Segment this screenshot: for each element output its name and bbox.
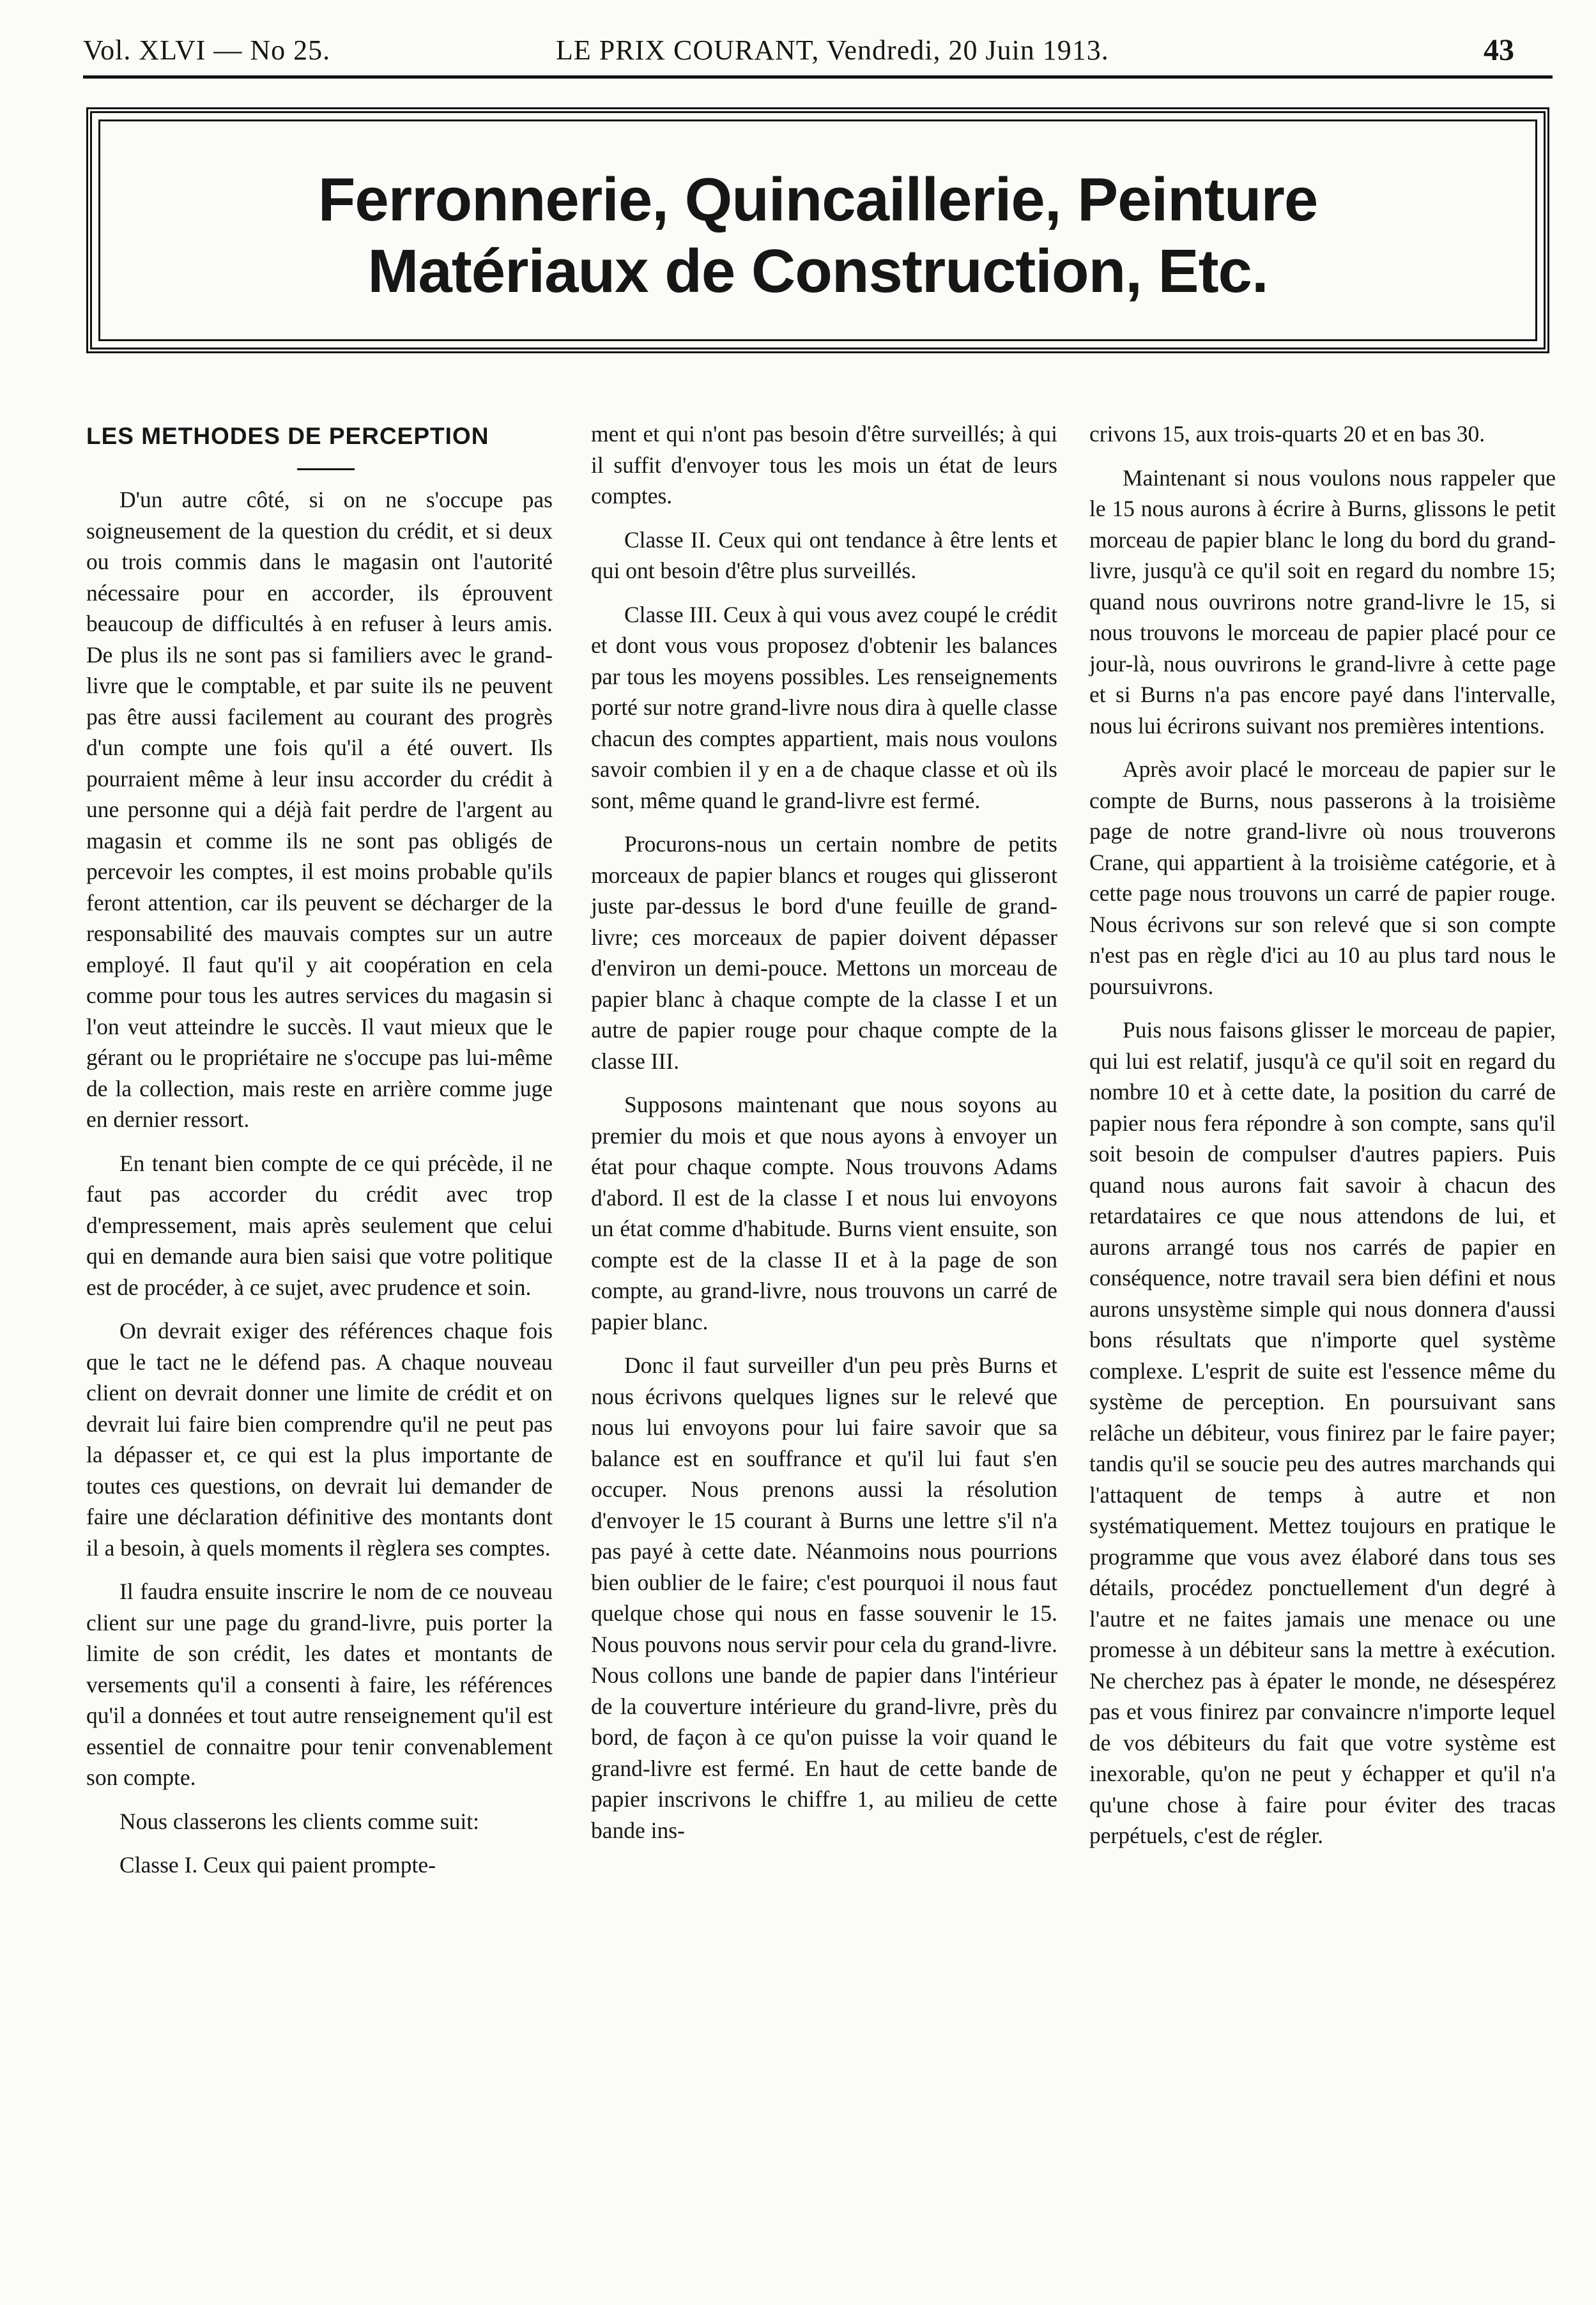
- paragraph: Il faudra ensuite inscrire le nom de ce nouveau client sur une page du grand-livre, puis porter la limite de son crédit, les dates et montants de versements qu'il a consenti à faire, les références qu'il a données et tout autre renseignement qu'il est essentiel de connaitre pour tenir convenablement son compte.: [86, 1579, 553, 1790]
- running-header: [83, 28, 1514, 73]
- section-title: [92, 164, 1544, 307]
- section-title-box: [86, 107, 1549, 353]
- paragraph: Maintenant si nous voulons nous rappeler que le 15 nous aurons à écrire à Burns, glissons le petit morceau de papier blanc le long du bord du grand-livre, jusqu'à ce qu'il soit en regard du nombre 15; quand nous ouvrirons notre grand-livre le 15, si nous trouvons le morceau de papier placé pour ce jour-là, nous ouvrirons le grand-livre à cette page et si Burns n'a pas encore payé dans l'intervalle, nous lui écrirons suivant nos premières intentions.: [1089, 464, 1556, 739]
- article-heading: LES METHODES DE PERCEPTION: [86, 423, 489, 449]
- paragraph: On devrait exiger des références chaque fois que le tact ne le défend pas. A chaque nouveau client on devrait donner une limite de crédit et on devrait lui faire bien comprendre qu'il ne peut pas la dépasser et, ce qui est la plus importante de toutes ces questions, on devrait lui demander de faire une déclaration définitive des montants dont il a besoin, à quels moments il règlera ses comptes.: [86, 1318, 553, 1561]
- paragraph: Donc il faut surveiller d'un peu près Burns et nous écrivons quelques lignes sur le relevé que nous lui envoyons pour lui faire savoir que sa balance est en souffrance et qu'il lui faut s'en occuper. Nous prenons aussi la résolution d'envoyer le 15 courant à Burns une lettre s'il n'a pas payé à cette date. Néanmoins nous pourrions bien oublier de le faire; c'est pourquoi il nous faut quelque chose qui nous en fasse souvenir le 15. Nous pouvons nous servir pour cela du grand-livre. Nous collons une bande de papier dans l'intérieur de la couverture intérieure du grand-livre, près du bord, de façon à ce qu'on puisse la voir quand le grand-livre est fermé. En haut de cette bande de papier inscrivons le chiffre 1, au milieu de cette bande ins-: [591, 1352, 1057, 1843]
- paragraph: Classe III. Ceux à qui vous avez coupé le crédit et dont vous vous proposez d'obtenir les balances par tous les moyens possibles. Les renseignements porté sur notre grand-livre nous dira à quelle classe chacun des comptes appartient, mais nous voulons savoir combien il y en a de chaque classe et où ils sont, même quand le grand-livre est fermé.: [591, 601, 1057, 813]
- paragraph: Classe I. Ceux qui paient prompte-: [119, 1852, 436, 1878]
- article-column-1: [86, 418, 553, 1894]
- paragraph: Supposons maintenant que nous soyons au premier du mois et que nous ayons à envoyer un état pour chaque compte. Nous trouvons Adams d'abord. Il est de la classe I et nous lui envoyons un état comme d'habitude. Burns vient ensuite, son compte est de la classe II et à la page de son compte, au grand-livre, nous trouvons un carré de papier blanc.: [591, 1092, 1057, 1335]
- paragraph: Puis nous faisons glisser le morceau de papier, qui lui est relatif, jusqu'à ce qu'il soit en regard du nombre 10 et à cette date, la position du carré de papier nous fera répondre à son compte, sans qu'il soit besoin de compulser d'autres papiers. Puis quand nous aurons fait savoir à chacun des retardataires ce que nous attendons de lui, et aurons arrangé tous nos carrés de papier en conséquence, notre travail sera bien défini et nous aurons unsystème simple qui nous donnera d'aussi bons résultats que n'importe quel système complexe. L'esprit de suite est l'essence même du système de perception. En poursuivant sans relâche un débiteur, vous finirez par le faire payer; tandis qu'il se soucie peu des autres marchands qui l'attaquent de temps à autre et non systématiquement. Mettez toujours en pratique le programme que vous avez élaboré dans tous ses détails, procédez ponctuellement d'un degré à l'autre et ne faites jamais une menace ou une promesse à un débiteur sans la mettre à exécution. Ne cherchez pas à épater le monde, ne désespérez pas et vous finirez par convaincre n'importe lequel de vos débiteurs du fait que votre système est inexorable, qu'on ne peut y échapper et qu'il n'a qu'une chose à faire pour éviter des tracas perpétuels, c'est de régler.: [1089, 1017, 1556, 1848]
- heading-rule: [297, 468, 355, 470]
- paragraph: Après avoir placé le morceau de papier sur le compte de Burns, nous passerons à la troisième page de notre grand-livre où nous trouverons Crane, qui appartient à la troisième catégorie, et à cette page nous trouvons un carré de papier rouge. Nous écrivons sur son relevé que si son compte n'est pas en règle d'ici au 10 au plus tard nous le poursuivrons.: [1089, 756, 1556, 999]
- paragraph: Classe II. Ceux qui ont tendance à être lents et qui ont besoin d'être plus surveillés.: [591, 526, 1057, 583]
- page-number: 43: [1484, 33, 1514, 67]
- paragraph: Nous classerons les clients comme suit:: [119, 1808, 479, 1834]
- paragraph: En tenant bien compte de ce qui précède, il ne faut pas accorder du crédit avec trop d'empressement, mais après seulement que celui qui en demande aura bien saisi que votre politique est de procéder, à ce sujet, avec prudence et soin.: [86, 1150, 553, 1300]
- article-column-3: [1089, 418, 1556, 1864]
- section-title-line-2: Matériaux de Construction, Etc.: [367, 237, 1268, 305]
- paragraph: D'un autre côté, si on ne s'occupe pas soigneusement de la question du crédit, et si deux ou trois commis dans le magasin ont l'autorité nécessaire pour en accorder, ils éprouvent beaucoup de difficultés à en refuser à leurs amis. De plus ils ne sont pas si familiers avec le grand-livre que le comptable, et par suite ils ne peuvent pas être aussi facilement au courant des progrès d'un compte une fois qu'il a été ouvert. Ils pourraient même à leur insu accorder du crédit à une personne qui a déjà fait perdre de l'argent au magasin et comme ils ne sont pas obligés de percevoir les comptes, il est moins probable qu'ils feront attention, car ils peuvent se décharger de la responsabilité des mauvais comptes sur un autre employé. Il faut qu'il y ait coopération en cela comme pour tous les autres services du magasin si l'on veut atteindre le succès. Il vaut mieux que le gérant ou le propriétaire ne s'occupe pas lui-même de la collection, mais reste en arrière comme juge en dernier ressort.: [86, 487, 553, 1132]
- article-column-2: [591, 418, 1057, 1858]
- paragraph: Procurons-nous un certain nombre de petits morceaux de papier blancs et rouges qui glisseront juste par-dessus le bord d'une feuille de grand-livre; ces morceaux de papier doivent dépasser d'environ un demi-pouce. Mettons un morceau de papier blanc à chaque compte de la classe I et un autre de papier rouge pour chaque compte de la classe III.: [591, 831, 1057, 1074]
- publication-date-line: LE PRIX COURANT, Vendredi, 20 Juin 1913.: [556, 34, 1109, 66]
- header-rule: [83, 75, 1553, 79]
- section-title-line-1: Ferronnerie, Quincaillerie, Peinture: [318, 165, 1318, 234]
- paragraph: ment et qui n'ont pas besoin d'être surveillés; à qui il suffit d'envoyer tous les mois un état de leurs comptes.: [591, 421, 1057, 509]
- volume-number: Vol. XLVI — No 25.: [83, 34, 331, 66]
- paragraph: crivons 15, aux trois-quarts 20 et en bas 30.: [1089, 421, 1485, 447]
